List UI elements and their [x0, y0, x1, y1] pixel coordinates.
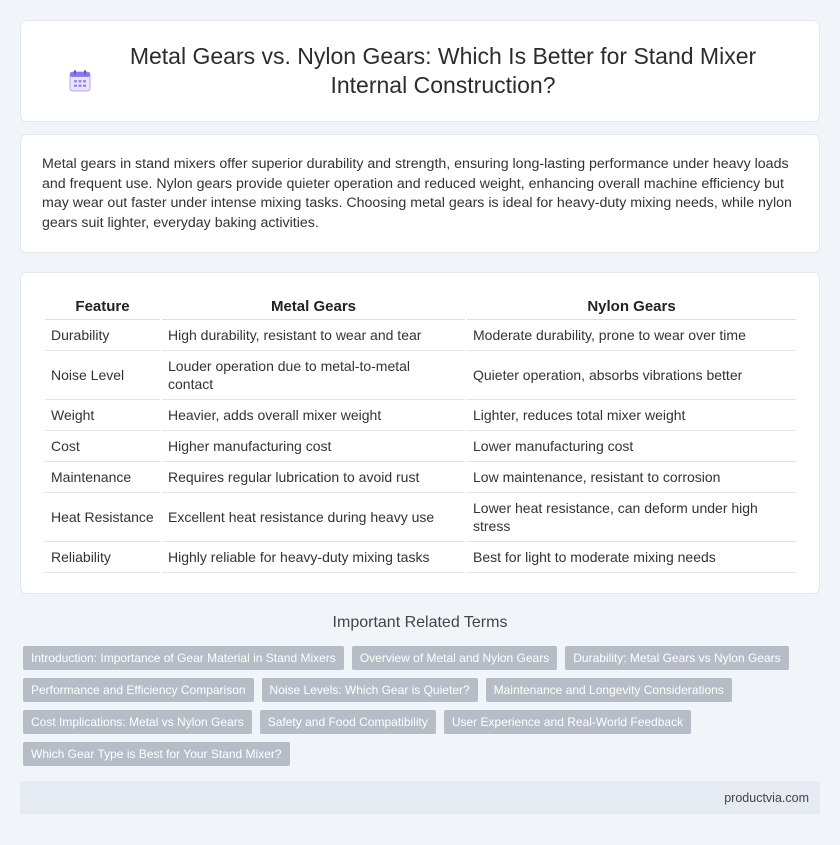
footer [20, 781, 820, 814]
cell-nylon: Quieter operation, absorbs vibrations better [467, 351, 796, 400]
term-tag[interactable]: Safety and Food Compatibility [260, 710, 436, 734]
calendar-icon [67, 68, 93, 94]
term-tag[interactable]: Performance and Efficiency Comparison [23, 678, 254, 702]
cell-nylon: Low maintenance, resistant to corrosion [467, 462, 796, 493]
term-tag[interactable]: Cost Implications: Metal vs Nylon Gears [23, 710, 252, 734]
table-row [45, 351, 796, 400]
table-row [45, 431, 796, 462]
cell-feature: Cost [45, 431, 160, 462]
cell-metal: Highly reliable for heavy-duty mixing tasks [162, 542, 465, 573]
cell-metal: Higher manufacturing cost [162, 431, 465, 462]
comparison-card [20, 272, 820, 594]
cell-metal: Requires regular lubrication to avoid rust [162, 462, 465, 493]
table-row [45, 493, 796, 542]
table-row [45, 320, 796, 351]
cell-feature: Heat Resistance [45, 493, 160, 542]
table-row [45, 462, 796, 493]
term-tag[interactable]: Which Gear Type is Best for Your Stand Mixer? [23, 742, 290, 766]
comparison-table [43, 295, 798, 573]
intro-card [20, 134, 820, 253]
cell-nylon: Best for light to moderate mixing needs [467, 542, 796, 573]
term-tag[interactable]: Overview of Metal and Nylon Gears [352, 646, 557, 670]
intro-paragraph: Metal gears in stand mixers offer superior durability and strength, ensuring long-lasting performance under heavy loads and frequent use. Nylon gears provide quieter operation and reduced weight, enhancing overall machine efficiency but may wear out faster under intense mixing tasks. Choosing metal gears is ideal for heavy-duty mixing needs, while nylon gears suit lighter, everyday baking activities. [42, 156, 792, 231]
cell-nylon: Lower manufacturing cost [467, 431, 796, 462]
table-row [45, 400, 796, 431]
cell-metal: High durability, resistant to wear and tear [162, 320, 465, 351]
related-terms-title: Important Related Terms [332, 614, 508, 631]
term-tag[interactable]: Durability: Metal Gears vs Nylon Gears [565, 646, 788, 670]
header-feature: Feature [45, 295, 160, 320]
cell-feature: Maintenance [45, 462, 160, 493]
cell-metal: Heavier, adds overall mixer weight [162, 400, 465, 431]
table-header-row [45, 295, 796, 320]
cell-feature: Reliability [45, 542, 160, 573]
header-metal: Metal Gears [162, 295, 465, 320]
cell-nylon: Moderate durability, prone to wear over time [467, 320, 796, 351]
title-card [20, 20, 820, 122]
related-terms-list [23, 646, 823, 766]
term-tag[interactable]: Introduction: Importance of Gear Material in Stand Mixers [23, 646, 344, 670]
cell-nylon: Lower heat resistance, can deform under high stress [467, 493, 796, 542]
term-tag[interactable]: Maintenance and Longevity Considerations [486, 678, 732, 702]
header-nylon: Nylon Gears [467, 295, 796, 320]
cell-metal: Louder operation due to metal-to-metal contact [162, 351, 465, 400]
cell-feature: Noise Level [45, 351, 160, 400]
cell-feature: Weight [45, 400, 160, 431]
term-tag[interactable]: Noise Levels: Which Gear is Quieter? [262, 678, 478, 702]
page-title: Metal Gears vs. Nylon Gears: Which Is Better for Stand Mixer Internal Construction? [129, 43, 757, 98]
footer-site[interactable]: productvia.com [724, 790, 809, 805]
cell-metal: Excellent heat resistance during heavy use [162, 493, 465, 542]
table-row [45, 542, 796, 573]
cell-nylon: Lighter, reduces total mixer weight [467, 400, 796, 431]
title-wrap [60, 42, 780, 100]
cell-feature: Durability [45, 320, 160, 351]
term-tag[interactable]: User Experience and Real-World Feedback [444, 710, 691, 734]
